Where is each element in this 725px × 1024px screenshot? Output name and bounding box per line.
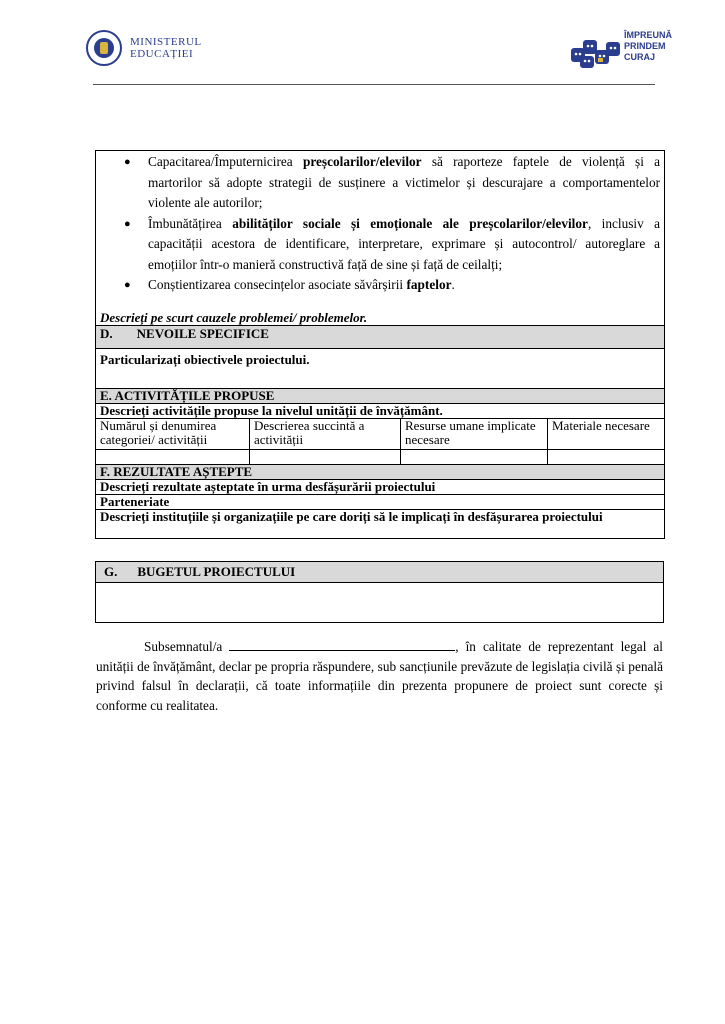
- slogan-line1: ÎMPREUNĂ: [624, 30, 673, 40]
- activities-empty-row: [96, 449, 665, 464]
- partnerships-instruction-row: [96, 509, 665, 538]
- section-d-instruction-row: [96, 348, 665, 388]
- section-f-header: [96, 464, 665, 479]
- column-header-materials: Materiale necesare: [548, 418, 665, 449]
- objective-item-1: ● Capacitarea/Împuternicirea preșcolarilor/elevilor să raporteze faptele de violență și a martorilor să adopte strategii de susținere a victimelor și descurajare a comportamentelor violente ale autorilor;: [100, 152, 660, 214]
- children-faces-icon: [570, 38, 622, 70]
- activities-column-headers: [96, 418, 665, 449]
- objectives-cell: [96, 151, 665, 326]
- ministry-logo: [86, 30, 202, 66]
- ministry-name: [130, 36, 202, 60]
- header-divider: [93, 84, 655, 85]
- declaration-prefix: Subsemnatul/a: [144, 639, 223, 654]
- section-d-instruction: Particularizați obiectivele proiectului.: [100, 351, 310, 367]
- declaration-paragraph: [96, 637, 663, 715]
- section-e-instruction: Descrieți activitățile propuse la nivelul unității de învățământ.: [100, 402, 443, 418]
- budget-table: [95, 561, 664, 623]
- section-e-instruction-row: [96, 403, 665, 418]
- section-f-title: F. REZULTATE AȘTEPTE: [100, 463, 253, 479]
- ministry-seal-icon: [86, 30, 122, 66]
- causes-prompt: Descrieți pe scurt cauzele problemei/ problemelor.: [100, 309, 368, 325]
- section-f-instruction: Descrieți rezultate așteptate în urma desfășurării proiectului: [100, 478, 436, 494]
- slogan-line3: CURAJ: [624, 52, 656, 62]
- section-d-title: NEVOILE SPECIFICE: [136, 325, 269, 341]
- description-cell[interactable]: [250, 449, 401, 464]
- objective-item-3: ● Conștientizarea consecințelor asociate săvârșirii faptelor.: [100, 275, 660, 296]
- activity-cell[interactable]: [96, 449, 250, 464]
- ministry-name-line1: MINISTERUL: [130, 36, 202, 48]
- partnerships-instruction: Descrieți instituțiile și organizațiile pe care doriți să le implicați în desfășurarea proiectului: [100, 508, 603, 524]
- section-d-title-cell: [96, 325, 665, 348]
- section-e-title-cell: [96, 388, 665, 403]
- section-e-title: E. ACTIVITĂȚILE PROPUSE: [100, 387, 275, 403]
- column-header-description: Descrierea succintă a activității: [250, 418, 401, 449]
- slogan-line2: PRINDEM: [624, 41, 666, 51]
- signatory-name-blank[interactable]: [229, 638, 455, 651]
- partnerships-label: Parteneriate: [100, 493, 170, 509]
- objectives-list: [100, 152, 660, 296]
- page-header: [0, 0, 725, 90]
- declaration-text: , în calitate de reprezentant legal al unității de învățământ, declar pe propria răspundere, sub sancțiunile prevăzute de legislația civilă și penală privind falsul în declarații, că toate informațiile din prezenta propunere de proiect sunt corecte și conforme cu realitatea.: [96, 639, 663, 713]
- materials-cell[interactable]: [548, 449, 665, 464]
- partnerships-instruction-cell: [96, 509, 665, 538]
- section-e-header: [96, 388, 665, 403]
- section-d-instruction-cell: [96, 348, 665, 388]
- section-g-title-cell: [96, 562, 664, 583]
- column-header-human-resources: Resurse umane implicate necesare: [401, 418, 548, 449]
- project-form-table: [95, 150, 665, 539]
- objectives-row: [96, 151, 665, 326]
- section-f-instruction-row: [96, 479, 665, 494]
- section-g-header: [96, 562, 664, 583]
- partnerships-label-cell: [96, 494, 665, 509]
- section-f-title-cell: [96, 464, 665, 479]
- ministry-name-line2: EDUCAȚIEI: [130, 48, 194, 60]
- section-d-header: [96, 325, 665, 348]
- objective-item-2: ● Îmbunătățirea abilităților sociale și emoționale ale preșcolarilor/elevilor, inclusiv a capacității acestora de identificare, interpretare, exprimare și autocontrol/ autoreglare a emoțiilor într-o manieră constructivă față de sine și față de ceilalți;: [100, 214, 660, 276]
- campaign-slogan: [624, 30, 672, 63]
- column-header-activity: Numărul și denumirea categoriei/ activității: [96, 418, 250, 449]
- section-f-instruction-cell: [96, 479, 665, 494]
- budget-body-row: [96, 583, 664, 623]
- budget-body-cell[interactable]: [96, 583, 664, 623]
- section-e-instruction-cell: [96, 403, 665, 418]
- partnerships-label-row: [96, 494, 665, 509]
- section-d-letter: D.: [100, 325, 113, 341]
- campaign-logo: [570, 30, 673, 72]
- section-g-title: BUGETUL PROIECTULUI: [137, 564, 296, 579]
- human-resources-cell[interactable]: [401, 449, 548, 464]
- section-g-letter: G.: [104, 564, 118, 579]
